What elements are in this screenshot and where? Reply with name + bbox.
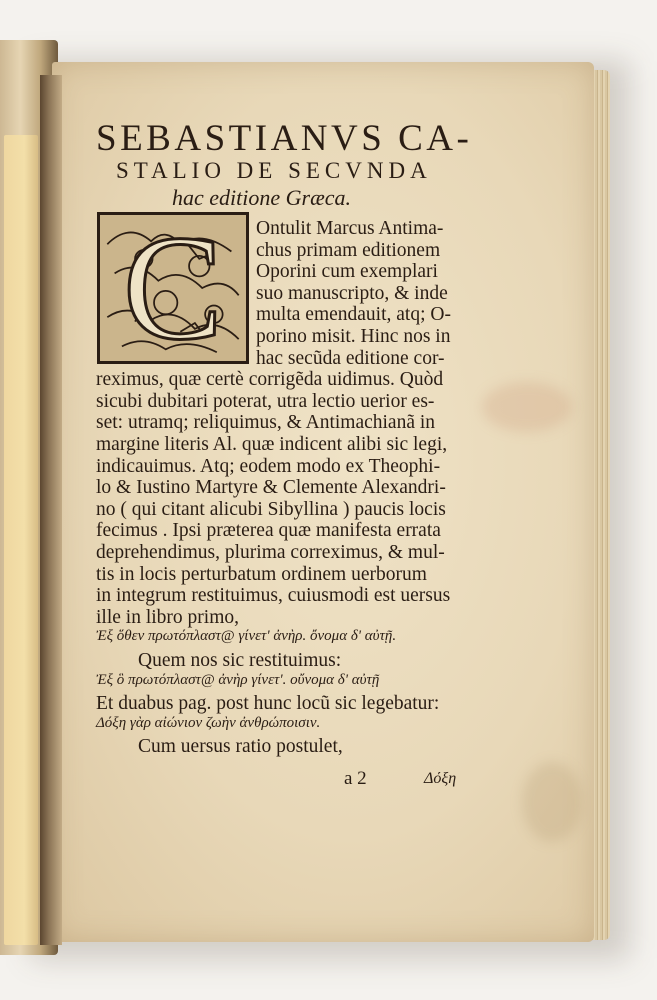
heading-line-1: SEBASTIANVS CA- (96, 118, 473, 159)
text-line: lo & Iustino Martyre & Clemente Alexandri- (96, 477, 446, 499)
foxing-stain (522, 762, 582, 842)
text-line: tis in locis perturbatum ordinem uerborum (96, 563, 427, 585)
signature-mark: a 2 (344, 768, 367, 789)
heading-line-2: STALIO DE SECVNDA (116, 158, 432, 183)
text-line: deprehendimus, plurima correximus, & mul- (96, 542, 445, 563)
catchword: Δόξη (424, 770, 457, 787)
text-line: in integrum restituimus, cuiusmodi est uersus (96, 585, 451, 607)
text-line: no ( qui citant alicubi Sibyllina ) paucis locis (96, 498, 446, 520)
text-line: Ἐξ ὃ πρωτόπλαστ@ ἀνὴρ γίνετ'. οὔνομα δ' αὐτῇ (96, 671, 380, 688)
text-line: chus primam editionem (256, 239, 441, 261)
text-line: ille in libro primo, (96, 606, 239, 628)
text-line: Oporini cum exemplari (256, 261, 438, 283)
text-line: sicubi dubitari poterat, utra lectio uerior es- (96, 390, 435, 412)
text-line: Cum uersus ratio postulet, (138, 736, 343, 758)
text-line: set: utramq; reliquimus, & Antimachianã in (96, 412, 436, 434)
text-line: margine literis Al. quæ indicent alibi sic legi, (96, 434, 448, 455)
text-line: Ontulit Marcus Antima- (256, 218, 444, 239)
text-line: suo manuscripto, & inde (256, 282, 448, 304)
text-line: porino misit. Hinc nos in (256, 326, 451, 347)
initial-letter: C (122, 212, 224, 364)
heading-line-3: hac editione Græca. (172, 185, 352, 210)
text-line: Δόξη γὰρ αἰώνιον ζωὴν ἀνθρώποισιν. (96, 714, 321, 731)
text-line: reximus, quæ certè corrigẽda uidimus. Quòd (96, 369, 444, 391)
decorated-initial (97, 212, 249, 364)
foxing-stain (482, 382, 572, 432)
text-line: Ἐξ ὅθεν πρωτόπλαστ@ γίνετ' ἀνὴρ. ὄνομα δ' αὐτῇ. (96, 628, 397, 645)
text-line: fecimus . Ipsi præterea quæ manifesta errata (96, 520, 441, 542)
text-line: hac secũda editione cor- (256, 347, 445, 369)
text-line: Et duabus pag. post hunc locũ sic legebatur: (96, 693, 440, 715)
text-line: Quem nos sic restituimus: (138, 650, 342, 671)
book-gutter (40, 75, 62, 945)
text-line: multa emendauit, atq; O- (256, 304, 451, 326)
previous-page-edge (4, 135, 38, 945)
text-line: indicauimus. Atq; eodem modo ex Theophi- (96, 455, 441, 477)
